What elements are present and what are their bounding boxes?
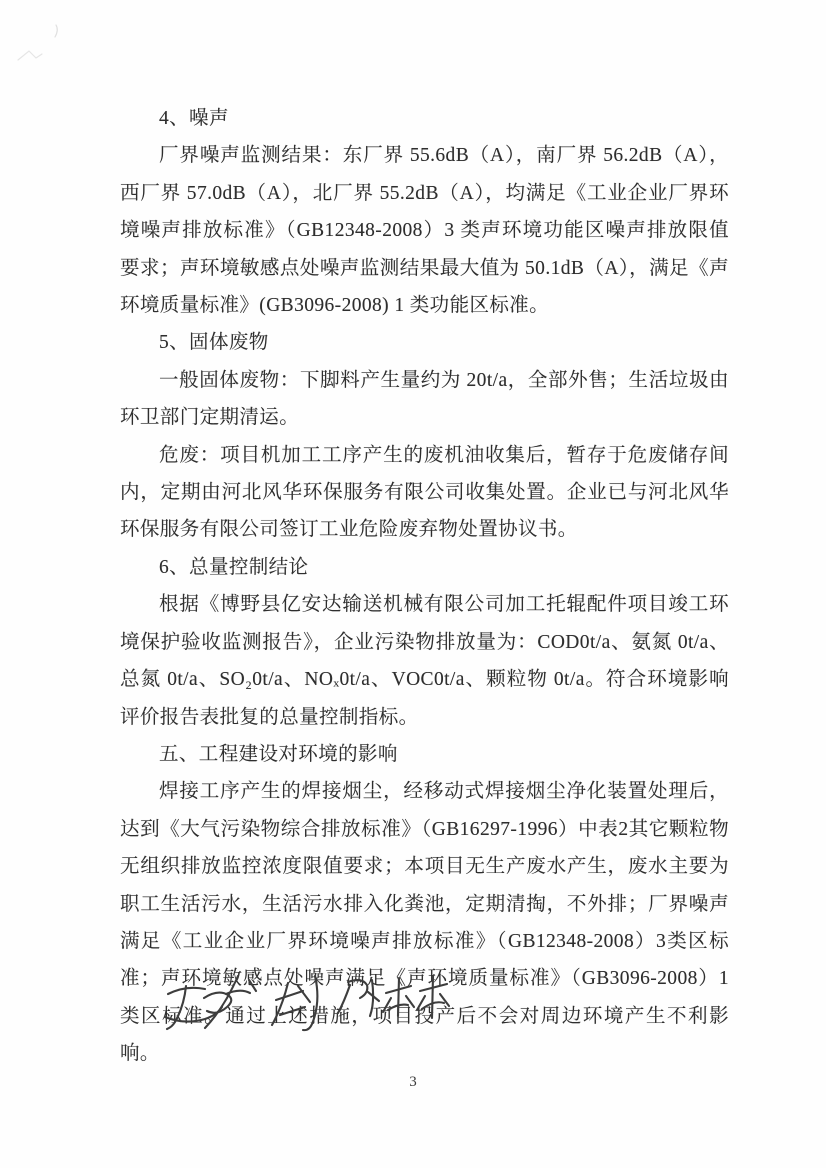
section-heading-solid-waste: 5、固体废物: [159, 332, 269, 354]
paragraph-noise-results: 厂界噪声监测结果：东厂界 55.6dB（A），南厂界 56.2dB（A），西厂界 57.0dB（A），北厂界 55.2dB（A），均满足《工业企业厂界环境噪声排放标准》（GB12348-2008）3 类声环境功能区噪声排放限值要求；声环境敏感点处噪声监测结果最大值为 50.1dB（A），满足《声环境质量标准》(GB3096-2008) 1 类功能区标准。: [120, 145, 729, 317]
paragraph-env-impact: 焊接工序产生的焊接烟尘，经移动式焊接烟尘净化装置处理后，达到《大气污染物综合排放标准》（GB16297-1996）中表2其它颗粒物无组织排放监控浓度限值要求；本项目无生产废水产生，废水主要为职工生活污水，生活污水排入化粪池，定期清掏，不外排；厂界噪声满足《工业企业厂界环境噪声排放标准》（GB12348-2008）3类区标准；声环境敏感点处噪声满足《声环境质量标准》（GB3096-2008）1类区标准。通过上述措施，项目投产后不会对周边环境产生不利影响。: [120, 781, 729, 1065]
page-number: 3: [409, 1074, 417, 1090]
section-heading-total-control: 6、总量控制结论: [159, 556, 309, 578]
section-heading-env-impact: 五、工程建设对环境的影响: [159, 743, 398, 765]
paragraph-total-control: 根据《博野县亿安达输送机械有限公司加工托辊配件项目竣工环境保护验收监测报告》，企业污染物排放量为：COD0t/a、氨氮 0t/a、总氮 0t/a、SO₂0t/a、NOₓ0t/a、VOC0t/a、颗粒物 0t/a。符合环境影响评价报告表批复的总量控制指标。: [120, 594, 729, 728]
paragraph-hazardous-waste: 危废：项目机加工工序产生的废机油收集后，暂存于危废储存间内，定期由河北风华环保服务有限公司收集处置。企业已与河北风华环保服务有限公司签订工业危险废弃物处置协议书。: [120, 444, 729, 541]
handwritten-signatures: [152, 968, 472, 1048]
section-heading-noise: 4、噪声: [159, 108, 229, 129]
paragraph-general-solid-waste: 一般固体废物：下脚料产生量约为 20t/a，全部外售；生活垃圾由环卫部门定期清运。: [120, 369, 729, 429]
document-body: [120, 100, 729, 1073]
scan-artifact-marks: [8, 18, 98, 73]
